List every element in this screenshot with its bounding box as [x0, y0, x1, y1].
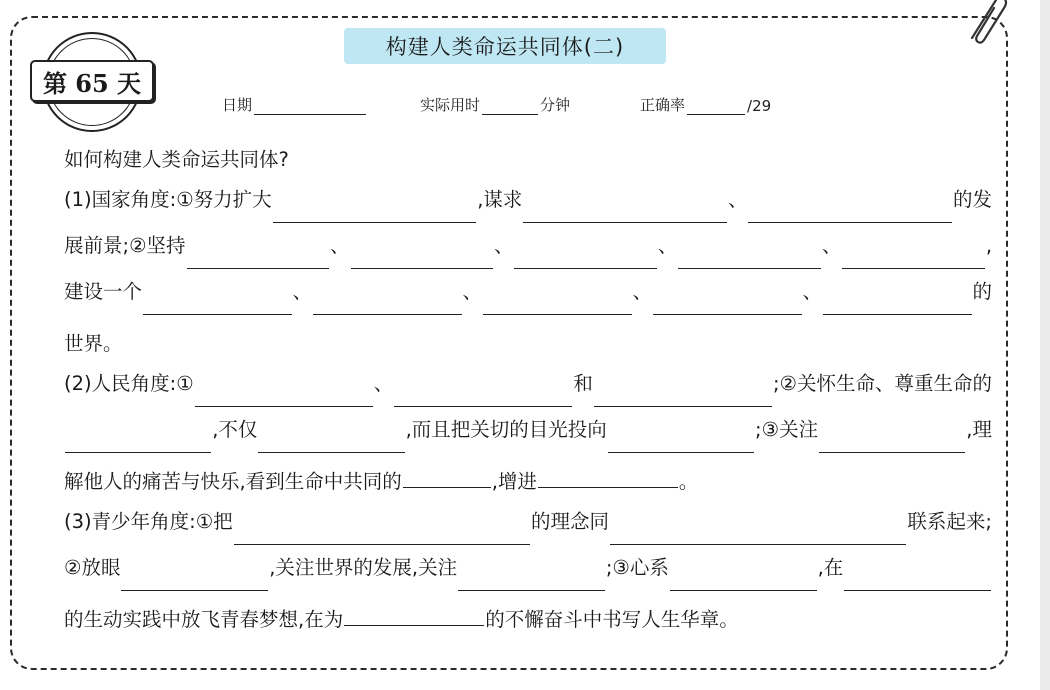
- line-text: (3)青少年角度:①把: [64, 510, 233, 533]
- line-text: 的不懈奋斗中书写人生华章。: [485, 608, 739, 631]
- line-text: 、: [821, 234, 842, 257]
- time-blank[interactable]: [482, 98, 538, 115]
- line-text: ;②关怀生命、尊重生命的: [772, 372, 993, 395]
- fill-line: [64, 505, 992, 551]
- answer-blank[interactable]: [670, 566, 817, 591]
- line-text: 和: [573, 372, 593, 395]
- accuracy-total: /29: [747, 97, 772, 115]
- line-text: ,谋求: [477, 188, 523, 211]
- time-label: 实际用时: [420, 96, 481, 114]
- answer-blank[interactable]: [143, 290, 291, 315]
- line-text: ,关注世界的发展,关注: [269, 556, 458, 579]
- fill-line: [64, 597, 992, 643]
- answer-blank[interactable]: [273, 198, 477, 223]
- line-text: 展前景;②坚持: [64, 234, 186, 257]
- answer-blank[interactable]: [187, 244, 329, 269]
- line-text: 、: [493, 234, 514, 257]
- answer-blank[interactable]: [65, 428, 211, 453]
- line-text: ②放眼: [64, 556, 121, 579]
- answer-blank[interactable]: [823, 290, 971, 315]
- line-text: ,理: [966, 418, 992, 441]
- line-text: 、: [657, 234, 678, 257]
- line-text: ,在: [817, 556, 844, 579]
- date-label: 日期: [222, 96, 253, 114]
- answer-blank[interactable]: [523, 198, 727, 223]
- line-text: ,而且把关切的目光投向: [405, 418, 607, 441]
- question-text: 如何构建人类命运共同体?: [64, 148, 289, 171]
- fill-line: [64, 183, 992, 229]
- answer-blank[interactable]: [121, 566, 268, 591]
- fill-line: [64, 275, 992, 321]
- answer-blank[interactable]: [514, 244, 656, 269]
- accuracy-blank[interactable]: [687, 98, 745, 115]
- line-text: 的生动实践中放飞青春梦想,在为: [64, 608, 344, 631]
- answer-blank[interactable]: [608, 428, 754, 453]
- fill-line: [64, 229, 992, 275]
- answer-blank[interactable]: [844, 566, 991, 591]
- line-text: 、: [292, 280, 313, 303]
- line-text: 的: [972, 280, 993, 303]
- day-badge: [22, 30, 162, 136]
- date-field: [222, 94, 368, 115]
- date-blank[interactable]: [254, 98, 366, 115]
- answer-blank[interactable]: [351, 244, 493, 269]
- line-text: (1)国家角度:①努力扩大: [64, 188, 272, 211]
- answer-blank[interactable]: [458, 566, 605, 591]
- answer-blank[interactable]: [538, 463, 678, 488]
- line-text: ,: [985, 234, 993, 257]
- line-text: 、: [330, 234, 350, 257]
- time-field: [420, 94, 570, 115]
- fill-lines: [64, 183, 992, 643]
- answer-blank[interactable]: [678, 244, 820, 269]
- time-unit: 分钟: [540, 96, 571, 114]
- answer-blank[interactable]: [394, 382, 572, 407]
- line-text: 、: [727, 188, 748, 211]
- accuracy-field: [640, 94, 771, 115]
- line-text: 联系起来;: [907, 510, 992, 533]
- accuracy-label: 正确率: [640, 96, 686, 114]
- line-text: 世界。: [64, 332, 123, 355]
- line-text: 建设一个: [64, 280, 143, 303]
- fill-line: [64, 551, 992, 597]
- answer-blank[interactable]: [403, 463, 491, 488]
- line-text: 的发: [953, 188, 993, 211]
- fill-line: [64, 413, 992, 459]
- line-text: ,不仅: [212, 418, 258, 441]
- line-text: (2)人民角度:①: [64, 372, 194, 395]
- line-text: 、: [373, 372, 394, 395]
- answer-blank[interactable]: [195, 382, 373, 407]
- answer-blank[interactable]: [594, 382, 772, 407]
- line-text: 、: [632, 280, 653, 303]
- line-text: 。: [678, 470, 699, 493]
- answer-blank[interactable]: [610, 520, 906, 545]
- line-text: ,增进: [491, 470, 537, 493]
- answer-blank[interactable]: [234, 520, 530, 545]
- answer-blank[interactable]: [842, 244, 984, 269]
- answer-blank[interactable]: [483, 290, 631, 315]
- page-title: 构建人类命运共同体(二): [344, 28, 666, 64]
- answer-blank[interactable]: [258, 428, 404, 453]
- answer-blank[interactable]: [819, 428, 965, 453]
- line-text: 、: [802, 280, 823, 303]
- line-text: ;③心系: [605, 556, 669, 579]
- line-text: 解他人的痛苦与快乐,看到生命中共同的: [64, 470, 402, 493]
- line-text: 的理念同: [531, 510, 610, 533]
- line-text: 、: [462, 280, 483, 303]
- question-content: [64, 137, 992, 643]
- day-badge-label: 第 65 天: [30, 60, 154, 102]
- answer-blank[interactable]: [344, 601, 484, 626]
- answer-blank[interactable]: [748, 198, 952, 223]
- paperclip-icon: [962, 0, 1008, 52]
- answer-blank[interactable]: [313, 290, 461, 315]
- line-text: ;③关注: [755, 418, 819, 441]
- answer-blank[interactable]: [653, 290, 801, 315]
